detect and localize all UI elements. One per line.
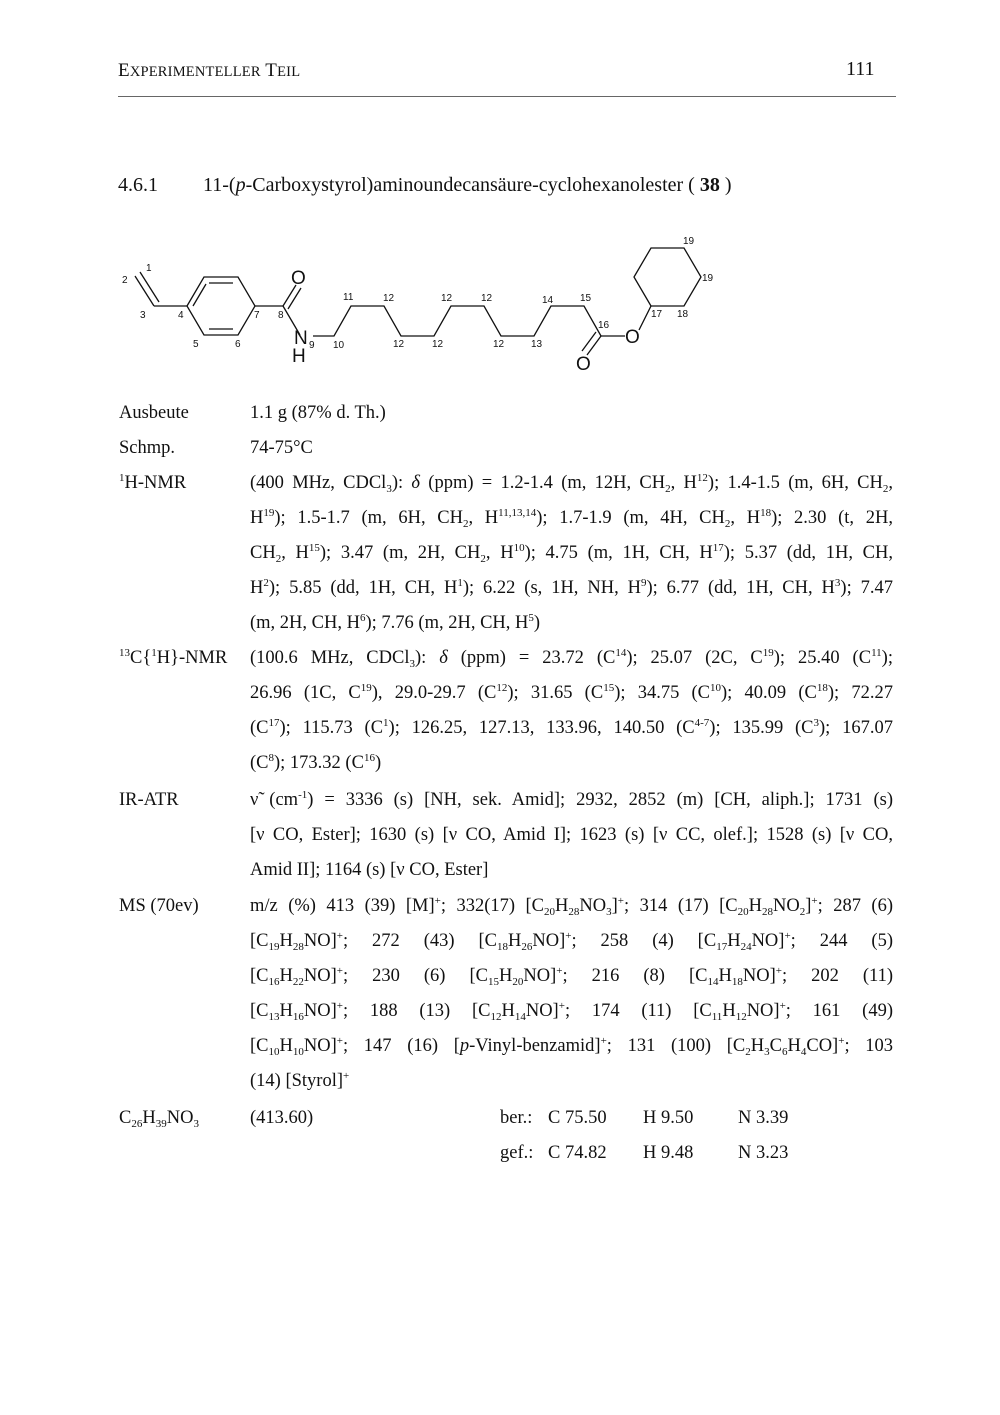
atom-o-amide: O xyxy=(291,268,306,289)
ir-line-2: [ν CO, Ester]; 1630 (s) [ν CO, Amid I]; 1623 (s) [ν CC, olef.]; 1528 (s) [ν CO, xyxy=(250,825,893,845)
value-ausbeute: 1.1 g (87% d. Th.) xyxy=(250,403,386,423)
locant: 7 xyxy=(254,310,260,321)
label-cnmr xyxy=(119,648,227,669)
benzene-ring xyxy=(187,277,255,335)
alkyl-chain xyxy=(313,306,601,336)
ir-line-3: Amid II]; 1164 (s) [ν CO, Ester] xyxy=(250,860,489,880)
label-schmp: Schmp. xyxy=(119,438,176,458)
structure-diagram xyxy=(110,228,730,378)
header-cap-t: T xyxy=(265,60,278,81)
header-rule xyxy=(118,96,896,97)
header-cap-e: E xyxy=(118,60,130,81)
bond xyxy=(140,272,159,302)
cyclohexane-ring xyxy=(634,248,701,306)
locant: 19 xyxy=(702,273,714,284)
ber-h: H 9.50 xyxy=(643,1108,694,1128)
locant: 1 xyxy=(146,263,152,274)
ms-line-1: m/z (%) 413 (39) [M]+; 332(17) $[C_{20}H_{28}NO_3]^+$; 314 (17) $[C_{20}H_{28}NO_2]^+$; 287 (6) xyxy=(250,895,893,918)
locant: 8 xyxy=(278,310,284,321)
gef-c: C 74.82 xyxy=(548,1143,607,1163)
label-ms: MS (70ev) xyxy=(119,896,199,916)
atom-o-ester: O xyxy=(625,327,640,348)
locant: 5 xyxy=(193,339,199,350)
hnmr-line-1: (400 MHz, CDCl$_3$): δ (ppm) = 1.2-1.4 (m, 12H, $CH_2$, $H^{12}$); 1.4-1.5 (m, 6H, $CH_2$, xyxy=(250,472,893,495)
gef-n: N 3.23 xyxy=(738,1143,789,1163)
header-small-2: EIL xyxy=(277,64,301,80)
locant: 9 xyxy=(309,340,315,351)
cnmr-line-3: $(C^{17})$; 115.73 $(C^1)$; 126.25, 127.13, 133.96, 140.50 $(C^{4-7})$; 135.99 $(C^3)$; 167.07 xyxy=(250,717,893,738)
locant: 12 xyxy=(393,339,405,350)
label-ausbeute: Ausbeute xyxy=(119,403,189,423)
ir-line-1: ν̃ $(cm^{-1}) = 3336$ (s) [NH, sek. Amid]; 2932, 2852 (m) [CH, aliph.]; 1731 (s) xyxy=(250,789,893,810)
hnmr-line-4: $H^2$); 5.85 (dd, 1H, CH, $H^1$); 6.22 (s, 1H, NH, $H^9$); 6.77 (dd, 1H, CH, $H^3$); 7.47 xyxy=(250,577,893,598)
ms-line-4: $[C_{13}H_{16}NO]^+$; 188 (13) $[C_{12}H_{14}NO]^+$; 174 (11) $[C_{11}H_{12}NO]^+$; 161 (49) xyxy=(250,1000,894,1023)
locant: 6 xyxy=(235,339,241,350)
locant: 18 xyxy=(677,309,689,320)
locant: 15 xyxy=(580,293,592,304)
section-title xyxy=(203,174,732,197)
label-ir: IR-ATR xyxy=(119,790,179,810)
ber-n: N 3.39 xyxy=(738,1108,789,1128)
label-sup: 13 xyxy=(119,647,130,659)
ms-line-2: $[C_{19}H_{28}NO]^+$; 272 (43) $[C_{18}H_{26}NO]^+$; 258 (4) $[C_{17}H_{24}NO]^+$; 244 (5) xyxy=(250,930,893,953)
cnmr-line-2: 26.96 (1C, $C^{19}$), 29.0-29.7 $(C^{12})$; 31.65 $(C^{15})$; 34.75 $(C^{10})$; 40.09 $(C^{18})$; 72.27 xyxy=(250,682,893,703)
locant: 10 xyxy=(333,340,345,351)
ms-line-3: $[C_{16}H_{22}NO]^+$; 230 (6) $[C_{15}H_{20}NO]^+$; 216 (8) $[C_{14}H_{18}NO]^+$; 202 (11) xyxy=(250,965,893,988)
title-part: 11-( xyxy=(203,174,236,196)
locant: 12 xyxy=(481,293,493,304)
page-number: 111 xyxy=(846,58,875,80)
atom-n: N xyxy=(294,328,308,349)
locant: 4 xyxy=(178,310,184,321)
locant: 12 xyxy=(441,293,453,304)
section-number: 4.6.1 xyxy=(118,174,158,196)
bond xyxy=(193,284,206,306)
ms-line-5: $[C_{10}H_{10}NO]^+$; 147 (16) [p-Vinyl-benzamid]+; 131 (100) $[C_2H_3C_6H_4CO]^+$; 103 xyxy=(250,1035,894,1058)
ber-c: C 75.50 xyxy=(548,1108,607,1128)
title-italic: p xyxy=(235,174,246,196)
hnmr-line-2: $H^{19}$); 1.5-1.7 (m, 6H, $CH_2$, H$^{11,13,14}$); 1.7-1.9 (m, 4H, $CH_2$, $H^{18}$); 2.30 (t, 2H, xyxy=(250,507,893,530)
cnmr-line-1: (100.6 MHz, CDCl$_3$): δ (ppm) = 23.72 $(C^{14})$; 25.07 (2C, $C^{19}$); 25.40 $(C^{11})$; xyxy=(250,647,893,670)
label-text: H-NMR xyxy=(124,473,187,493)
locant: 14 xyxy=(542,295,554,306)
label-text: H}-NMR xyxy=(156,648,228,668)
ms-line-6: (14) [Styrol]+ xyxy=(250,1070,350,1091)
title-part: -Carboxystyrol)aminoundecansäure-cyclohexanolester ( xyxy=(245,174,695,196)
locant: 16 xyxy=(598,320,610,331)
value-schmp: 74-75°C xyxy=(250,438,313,458)
header-small-1: XPERIMENTELLER xyxy=(129,64,261,80)
bond xyxy=(639,306,651,330)
label-formula: $C_{26}H_{39}NO_3$ xyxy=(119,1108,199,1130)
bond xyxy=(135,276,154,306)
title-part: ) xyxy=(724,174,732,196)
atom-o-carbonyl: O xyxy=(576,354,591,375)
locant: 2 xyxy=(122,275,128,286)
label-sup: 1 xyxy=(151,647,157,659)
label-hnmr xyxy=(119,473,186,494)
ber-label: ber.: xyxy=(500,1108,533,1128)
bond xyxy=(587,336,601,355)
atom-h: H xyxy=(292,346,306,367)
locant: 19 xyxy=(683,236,695,247)
locant: 11 xyxy=(343,292,354,303)
locant: 3 xyxy=(140,310,146,321)
locant: 12 xyxy=(383,293,395,304)
locant: 12 xyxy=(432,339,444,350)
hnmr-line-3: $CH_2$, $H^{15}$); 3.47 (m, 2H, $CH_2$, $H^{10}$); 4.75 (m, 1H, CH, $H^{17}$); 5.37 (dd, 1H, CH, xyxy=(250,542,893,565)
running-header xyxy=(118,60,300,82)
molar-mass: (413.60) xyxy=(250,1108,314,1128)
locant: 12 xyxy=(493,339,505,350)
locant: 13 xyxy=(531,339,543,350)
compound-number: 38 xyxy=(694,174,725,196)
locant: 17 xyxy=(651,309,663,320)
bond xyxy=(288,288,301,309)
label-sup: 1 xyxy=(119,472,125,484)
gef-label: gef.: xyxy=(500,1143,534,1163)
bond xyxy=(582,332,596,351)
hnmr-line-5: (m, 2H, CH, $H^6$); 7.76 (m, 2H, CH, $H^5$) xyxy=(250,612,541,633)
label-text: C{ xyxy=(130,648,152,668)
cnmr-line-4: $(C^8)$; 173.32 $(C^{16})$ xyxy=(250,752,382,773)
gef-h: H 9.48 xyxy=(643,1143,694,1163)
